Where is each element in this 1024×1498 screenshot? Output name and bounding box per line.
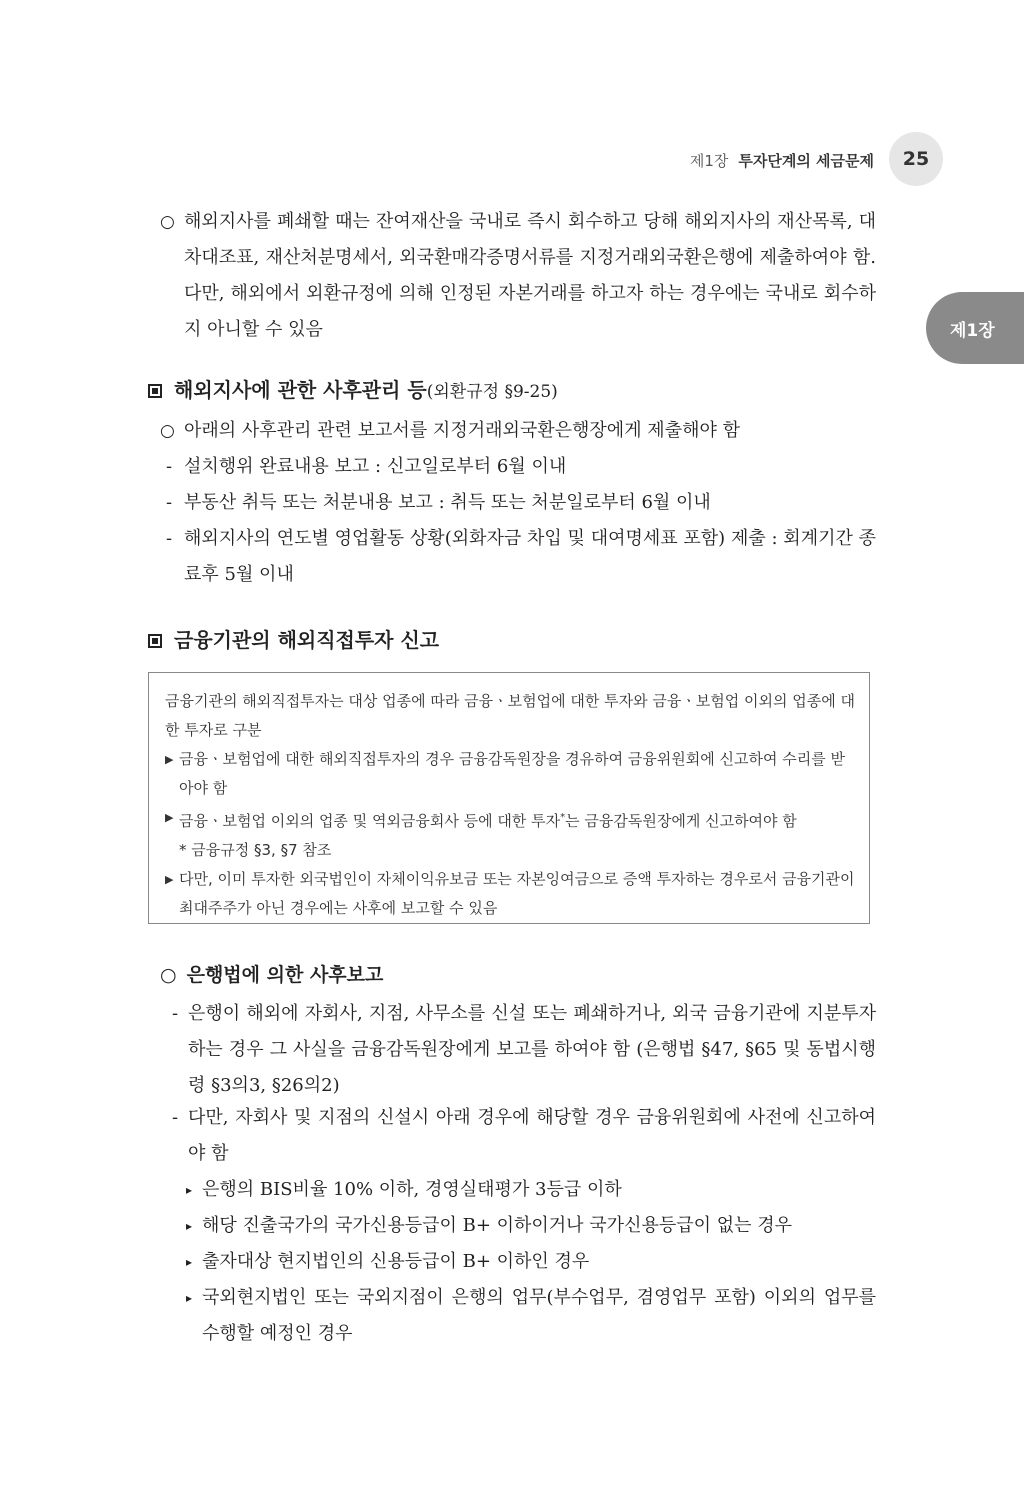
box-item bbox=[165, 865, 855, 923]
box-note: * 금융규정 §3, §7 참조 bbox=[179, 841, 332, 859]
list-item bbox=[166, 521, 876, 593]
chapter-label: 제1장 bbox=[689, 152, 729, 170]
list-item-text: 해외지사의 연도별 영업활동 상황(외화자금 차입 및 대여명세표 포함) 제출 : 회계기간 종료후 5월 이내 bbox=[184, 528, 876, 585]
section-title: 해외지사에 관한 사후관리 등 bbox=[174, 378, 427, 402]
list-item-text: 부동산 취득 또는 처분내용 보고 : 취득 또는 처분일로부터 6월 이내 bbox=[184, 492, 711, 513]
list-item bbox=[166, 485, 876, 521]
square-bullet-icon bbox=[148, 384, 162, 398]
list-item-text: 다만, 자회사 및 지점의 신설시 아래 경우에 해당할 경우 금융위원회에 사전에 신고하여야 함 bbox=[188, 1107, 876, 1164]
section-heading-financial-institution bbox=[148, 624, 439, 653]
list-item bbox=[172, 1100, 876, 1172]
section-reference: (외환규정 §9-25) bbox=[426, 382, 558, 402]
circle-bullet-icon: ○ bbox=[160, 421, 175, 441]
section1-bullet bbox=[160, 413, 876, 449]
triangle-bullet-icon: ▸ bbox=[186, 1219, 193, 1233]
section-heading-branch-aftercare bbox=[148, 374, 558, 403]
triangle-bullet-icon: ▸ bbox=[186, 1183, 193, 1197]
info-box bbox=[148, 672, 870, 924]
subsection-title: 은행법에 의한 사후보고 bbox=[186, 964, 384, 986]
box-item-text: 는 금융감독원장에게 신고하여야 함 bbox=[565, 812, 797, 830]
chapter-side-tab: 제1장 bbox=[926, 292, 1024, 364]
condition-text: 은행의 BIS비율 10% 이하, 경영실태평가 3등급 이하 bbox=[202, 1179, 622, 1200]
footnote-mark: * bbox=[560, 812, 566, 823]
square-bullet-icon bbox=[148, 634, 162, 648]
running-header bbox=[690, 150, 874, 171]
condition-item bbox=[186, 1244, 876, 1280]
condition-text: 국외현지법인 또는 국외지점이 은행의 업무(부수업무, 겸영업무 포함) 이외의 업무를 수행할 예정인 경우 bbox=[202, 1287, 876, 1344]
circle-bullet-icon: ○ bbox=[160, 212, 175, 232]
subsection-heading-bank-act bbox=[160, 960, 383, 987]
condition-item bbox=[186, 1280, 876, 1352]
box-item-text: 금융ㆍ보험업 이외의 업종 및 역외금융회사 등에 대한 투자 bbox=[179, 812, 561, 830]
box-item bbox=[165, 745, 855, 803]
condition-item bbox=[186, 1208, 876, 1244]
box-item-text: 금융ㆍ보험업에 대한 해외직접투자의 경우 금융감독원장을 경유하여 금융위원회에 신고하여 수리를 받아야 함 bbox=[179, 750, 845, 797]
triangle-bullet-icon: ▶ bbox=[165, 811, 174, 824]
dash-bullet: - bbox=[166, 528, 173, 549]
condition-item bbox=[186, 1172, 876, 1208]
triangle-bullet-icon: ▸ bbox=[186, 1255, 193, 1269]
triangle-bullet-icon: ▸ bbox=[186, 1291, 193, 1305]
list-item bbox=[166, 449, 876, 485]
box-item-text: 다만, 이미 투자한 외국법인이 자체이익유보금 또는 자본잉여금으로 증액 투자하는 경우로서 금융기관이 최대주주가 아닌 경우에는 사후에 보고할 수 있음 bbox=[179, 870, 855, 917]
dash-bullet: - bbox=[172, 1003, 179, 1024]
dash-bullet: - bbox=[166, 492, 173, 513]
triangle-bullet-icon: ▶ bbox=[165, 873, 174, 886]
condition-text: 출자대상 현지법인의 신용등급이 B+ 이하인 경우 bbox=[202, 1251, 590, 1272]
intro-paragraph bbox=[160, 204, 876, 348]
box-intro: 금융기관의 해외직접투자는 대상 업종에 따라 금융ㆍ보험업에 대한 투자와 금융ㆍ보험업 이외의 업종에 대한 투자로 구분 bbox=[165, 692, 856, 739]
list-item bbox=[172, 996, 876, 1104]
section1-bullet-text: 아래의 사후관리 관련 보고서를 지정거래외국환은행장에게 제출해야 함 bbox=[184, 420, 740, 441]
dash-bullet: - bbox=[166, 456, 173, 477]
list-item-text: 설치행위 완료내용 보고 : 신고일로부터 6월 이내 bbox=[184, 456, 567, 477]
dash-bullet: - bbox=[172, 1107, 179, 1128]
section-title: 금융기관의 해외직접투자 신고 bbox=[174, 628, 440, 652]
box-item bbox=[165, 803, 855, 836]
intro-text: 해외지사를 폐쇄할 때는 잔여재산을 국내로 즉시 회수하고 당해 해외지사의 재산목록, 대차대조표, 재산처분명세서, 외국환매각증명서류를 지정거래외국환은행에 제출하여야 함. 다만, 해외에서 외환규정에 의해 인정된 자본거래를 하고자 하는 경우에는 국내로 회수하지 아니할 수 있음 bbox=[184, 211, 876, 340]
circle-bullet-icon: ○ bbox=[160, 964, 177, 986]
page-number: 25 bbox=[889, 132, 943, 186]
chapter-title: 투자단계의 세금문제 bbox=[738, 152, 874, 170]
triangle-bullet-icon: ▶ bbox=[165, 753, 174, 766]
list-item-text: 은행이 해외에 자회사, 지점, 사무소를 신설 또는 폐쇄하거나, 외국 금융기관에 지분투자 하는 경우 그 사실을 금융감독원장에게 보고를 하여야 함 (은행법 §47, §65 및 동법시행령 §3의3, §26의2) bbox=[188, 1003, 876, 1096]
condition-text: 해당 진출국가의 국가신용등급이 B+ 이하이거나 국가신용등급이 없는 경우 bbox=[202, 1215, 792, 1236]
